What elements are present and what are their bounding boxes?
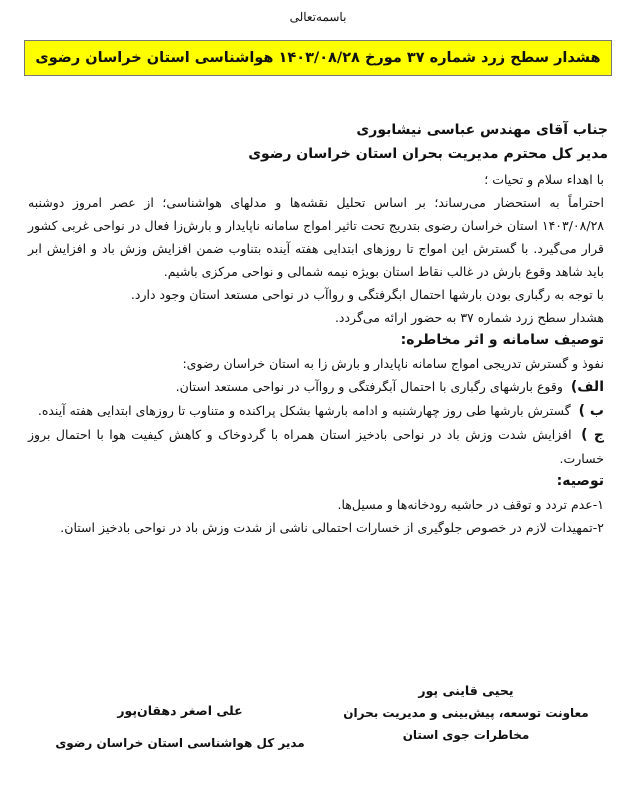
recommendation-item: ۲-تمهیدات لازم در خصوص جلوگیری از خسارات احتمالی ناشی از شدت وزش باد در نواحی بادخیز استان.: [60, 520, 604, 535]
paragraph-forecast: احتراماً به استحضار می‌رساند؛ بر اساس تحلیل نقشه‌ها و مدلهای هواشناسی؛ از عصر امروز دوشنبه ۱۴۰۳/۰۸/۲۸ استان خراسان رضوی بتدریج تحت تاثیر امواج سامانه ناپایدار و بارش‌زا فعال در نواحی غربی کشور قرار می‌گیرد. با گسترش این امواج تا روزهای ابتدایی هفته آینده بتناوب ضمن افزایش وزش باد و افزایش ابر باید شاهد وقوع بارش در غالب نقاط استان بویژه نیمه شمالی و نواحی مرکزی باشیم.: [28, 195, 604, 279]
banner-title: هشدار سطح زرد شماره ۳۷ مورخ ۱۴۰۳/۰۸/۲۸ هواشناسی استان خراسان رضوی: [35, 50, 601, 66]
addressee-title: مدیر کل محترم مدیریت بحران استان خراسان رضوی: [248, 146, 608, 162]
greeting: با اهداء سلام و تحیات ؛: [484, 172, 604, 187]
description-heading: توصیف سامانه و اثر مخاطره:: [400, 332, 604, 348]
signer-title-continued: مخاطرات جوی استان: [402, 728, 530, 742]
basmala-heading: باسمه‌تعالی: [289, 10, 347, 24]
signer-title: مدیر کل هواشناسی استان خراسان رضوی: [55, 736, 305, 750]
description-item: [28, 375, 604, 399]
item-text: گسترش بارشها طی روز چهارشنبه و ادامه بارشها بشکل پراکنده و متناوب تا روزهای ابتدایی هفته آینده.: [37, 403, 571, 418]
description-item: [28, 423, 604, 470]
signer-name: علی اصغر دهقان‌پور: [117, 703, 243, 718]
signer-name: یحیی قاینی پور: [418, 683, 514, 698]
signature-left: [40, 700, 320, 754]
warning-banner: [24, 40, 612, 76]
recommendation-item: ۱-عدم تردد و توقف در حاشیه رودخانه‌ها و مسیل‌ها.: [337, 497, 604, 512]
item-marker: الف): [570, 379, 604, 395]
item-marker: ب ): [578, 403, 604, 419]
recommendation-heading: توصیه:: [556, 473, 604, 489]
description-item: [28, 399, 604, 423]
item-text: وقوع بارشهای رگباری با احتمال آبگرفتگی و رواآب در نواحی مستعد استان.: [175, 379, 563, 394]
item-marker: ج ): [581, 427, 604, 443]
paragraph-flood-risk: با توجه به رگباری بودن بارشها احتمال ابگرفتگی و رواآب در نواحی مستعد استان وجود دارد.: [130, 287, 604, 302]
item-text: افزایش شدت وزش باد در نواحی بادخیز استان همراه با گردوخاک و کاهش کیفیت هوا با احتمال بروز خسارت.: [28, 427, 604, 466]
paragraph-warning-notice: هشدار سطح زرد شماره ۳۷ به حضور ارائه می‌گردد.: [334, 310, 604, 325]
description-intro: نفوذ و گسترش تدریجی امواج سامانه ناپایدار و بارش زا به استان خراسان رضوی:: [182, 356, 604, 371]
signer-title: معاونت توسعه، پیش‌بینی و مدیریت بحران: [343, 706, 589, 720]
signature-right: [336, 680, 596, 746]
letter-body: [28, 168, 604, 539]
addressee-name: جناب آقای مهندس عباسی نیشابوری: [356, 122, 608, 138]
addressee-block: [28, 118, 608, 166]
